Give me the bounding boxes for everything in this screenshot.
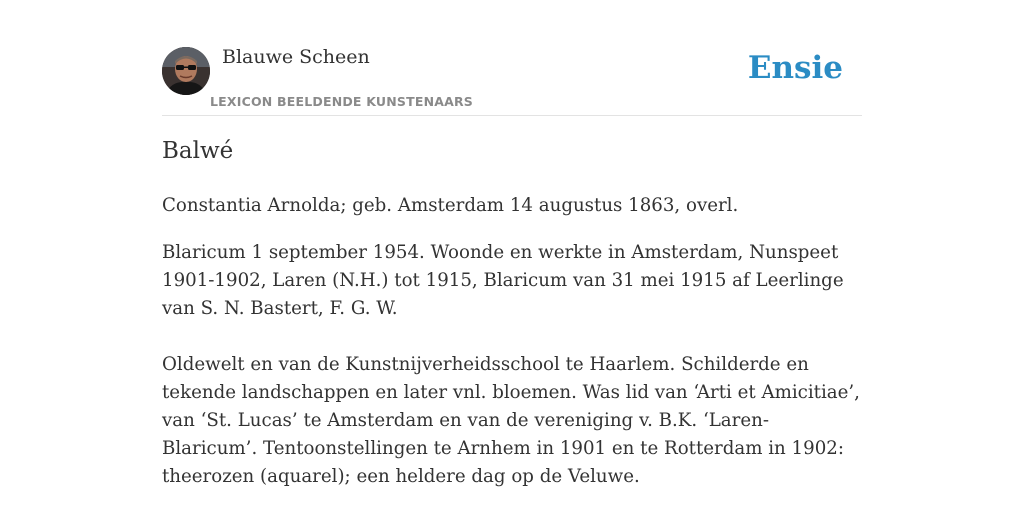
header-divider [162,115,862,116]
article-title: Balwé [162,138,234,164]
author-avatar[interactable] [162,47,210,95]
article-paragraph-1: Constantia Arnolda; geb. Amsterdam 14 augustus 1863, overl. [162,195,739,216]
article-paragraph-3: Oldewelt en van de Kunstnijverheidsschool te Haarlem. Schilderde en tekende landschappen en later vnl. bloemen. Was lid van ‘Arti et Amicitiae’, van ‘St. Lucas’ te Amsterdam en van de vereniging v. B.K. ‘Laren-Blaricum’. Tentoonstellingen te Arnhem in 1901 en te Rotterdam in 1902: theerozen (aquarel); een heldere dag op de Veluwe. [162,354,860,487]
author-name-link[interactable]: Blauwe Scheen [222,46,370,68]
category-link[interactable]: LEXICON BEELDENDE KUNSTENAARS [210,94,474,109]
brand-logo[interactable]: Ensie [747,50,843,86]
avatar-photo-icon [162,47,210,95]
article-paragraph-2: Blaricum 1 september 1954. Woonde en werkte in Amsterdam, Nunspeet 1901-1902, Laren (N.H.) tot 1915, Blaricum van 31 mei 1915 af Leerlinge van S. N. Bastert, F. G. W. [162,242,844,319]
